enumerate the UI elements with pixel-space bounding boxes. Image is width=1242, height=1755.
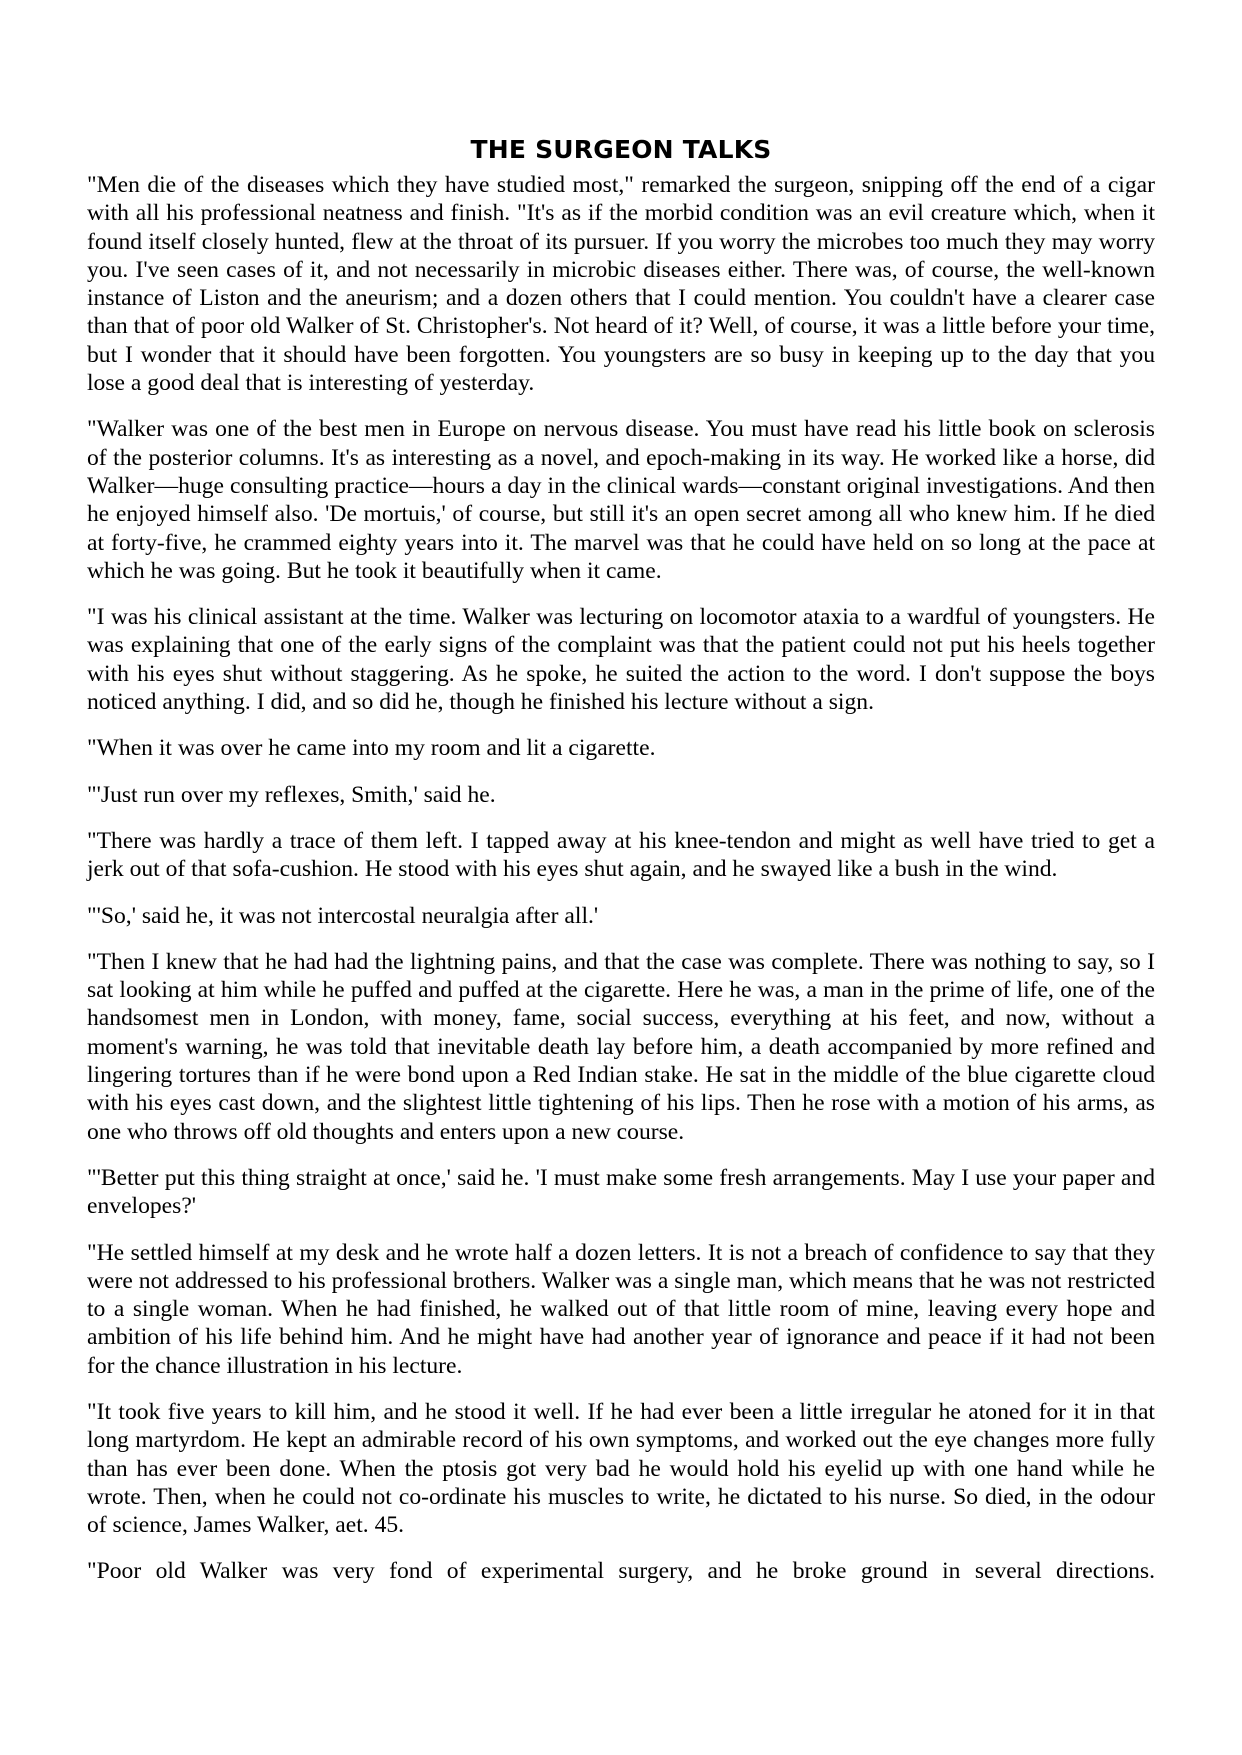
paragraph-3: "I was his clinical assistant at the time. Walker was lecturing on locomotor ataxia to a wardful of youngsters. He was explaining that one of the early signs of the complaint was that the patient could not put his heels together with his eyes shut without staggering. As he spoke, he suited the action to the word. I don't suppose the boys noticed anything. I did, and so did he, though he finished his lecture without a sign. (87, 604, 1155, 716)
page-title: THE SURGEON TALKS (470, 135, 772, 164)
paragraph-10: "He settled himself at my desk and he wrote half a dozen letters. It is not a breach of confidence to say that they were not addressed to his professional brothers. Walker was a single man, which means that he was not restricted to a single woman. When he had finished, he walked out of that little room of mine, leaving every hope and ambition of his life behind him. And he might have had another year of ignorance and peace if it had not been for the chance illustration in his lecture. (87, 1239, 1155, 1379)
paragraph-6: "There was hardly a trace of them left. I tapped away at his knee-tendon and might as well have tried to get a jerk out of that sofa-cushion. He stood with his eyes shut again, and he swayed like a bush in the wind. (87, 827, 1155, 883)
paragraph-1: "Men die of the diseases which they have studied most," remarked the surgeon, snipping off the end of a cigar with all his professional neatness and finish. "It's as if the morbid condition was an evil creature which, when it found itself closely hunted, flew at the throat of its pursuer. If you worry the microbes too much they may worry you. I've seen cases of it, and not necessarily in microbic diseases either. There was, of course, the well-known instance of Liston and the aneurism; and a dozen others that I could mention. You couldn't have a clearer case than that of poor old Walker of St. Christopher's. Not heard of it? Well, of course, it was a little before your time, but I wonder that it should have been forgotten. You youngsters are so busy in keeping up to the day that you lose a good deal that is interesting of yesterday. (87, 172, 1155, 397)
paragraph-9: "'Better put this thing straight at once,' said he. 'I must make some fresh arrangements. May I use your paper and envelopes?' (87, 1164, 1155, 1220)
document-page (87, 133, 1155, 1585)
paragraph-11: "It took five years to kill him, and he stood it well. If he had ever been a little irregular he atoned for it in that long martyrdom. He kept an admirable record of his own symptoms, and worked out the eye changes more fully than has ever been done. When the ptosis got very bad he would hold his eyelid up with one hand while he wrote. Then, when he could not co-ordinate his muscles to write, he dictated to his nurse. So died, in the odour of science, James Walker, aet. 45. (87, 1398, 1155, 1539)
paragraph-5: "'Just run over my reflexes, Smith,' said he. (87, 781, 496, 808)
paragraph-2: "Walker was one of the best men in Europe on nervous disease. You must have read his little book on sclerosis of the posterior columns. It's as interesting as a novel, and epoch-making in its way. He worked like a horse, did Walker—huge consulting practice—hours a day in the clinical wards—constant original investigations. And then he enjoyed himself also. 'De mortuis,' of course, but still it's an open secret among all who knew him. If he died at forty-five, he crammed eighty years into it. The marvel was that he could have held on so long at the pace at which he was going. But he took it beautifully when it came. (87, 416, 1155, 584)
paragraph-7: "'So,' said he, it was not intercostal neuralgia after all.' (87, 902, 599, 929)
paragraph-4: "When it was over he came into my room and lit a cigarette. (87, 735, 656, 762)
paragraph-12: "Poor old Walker was very fond of experimental surgery, and he broke ground in several directions. (87, 1558, 1155, 1585)
paragraph-8: "Then I knew that he had had the lightning pains, and that the case was complete. There was nothing to say, so I sat looking at him while he puffed and puffed at the cigarette. Here he was, a man in the prime of life, one of the handsomest men in London, with money, fame, social success, everything at his feet, and now, without a moment's warning, he was told that inevitable death lay before him, a death accompanied by more refined and lingering tortures than if he were bond upon a Red Indian stake. He sat in the middle of the blue cigarette cloud with his eyes cast down, and the slightest little tightening of his lips. Then he rose with a motion of his arms, as one who throws off old thoughts and enters upon a new course. (87, 948, 1155, 1145)
